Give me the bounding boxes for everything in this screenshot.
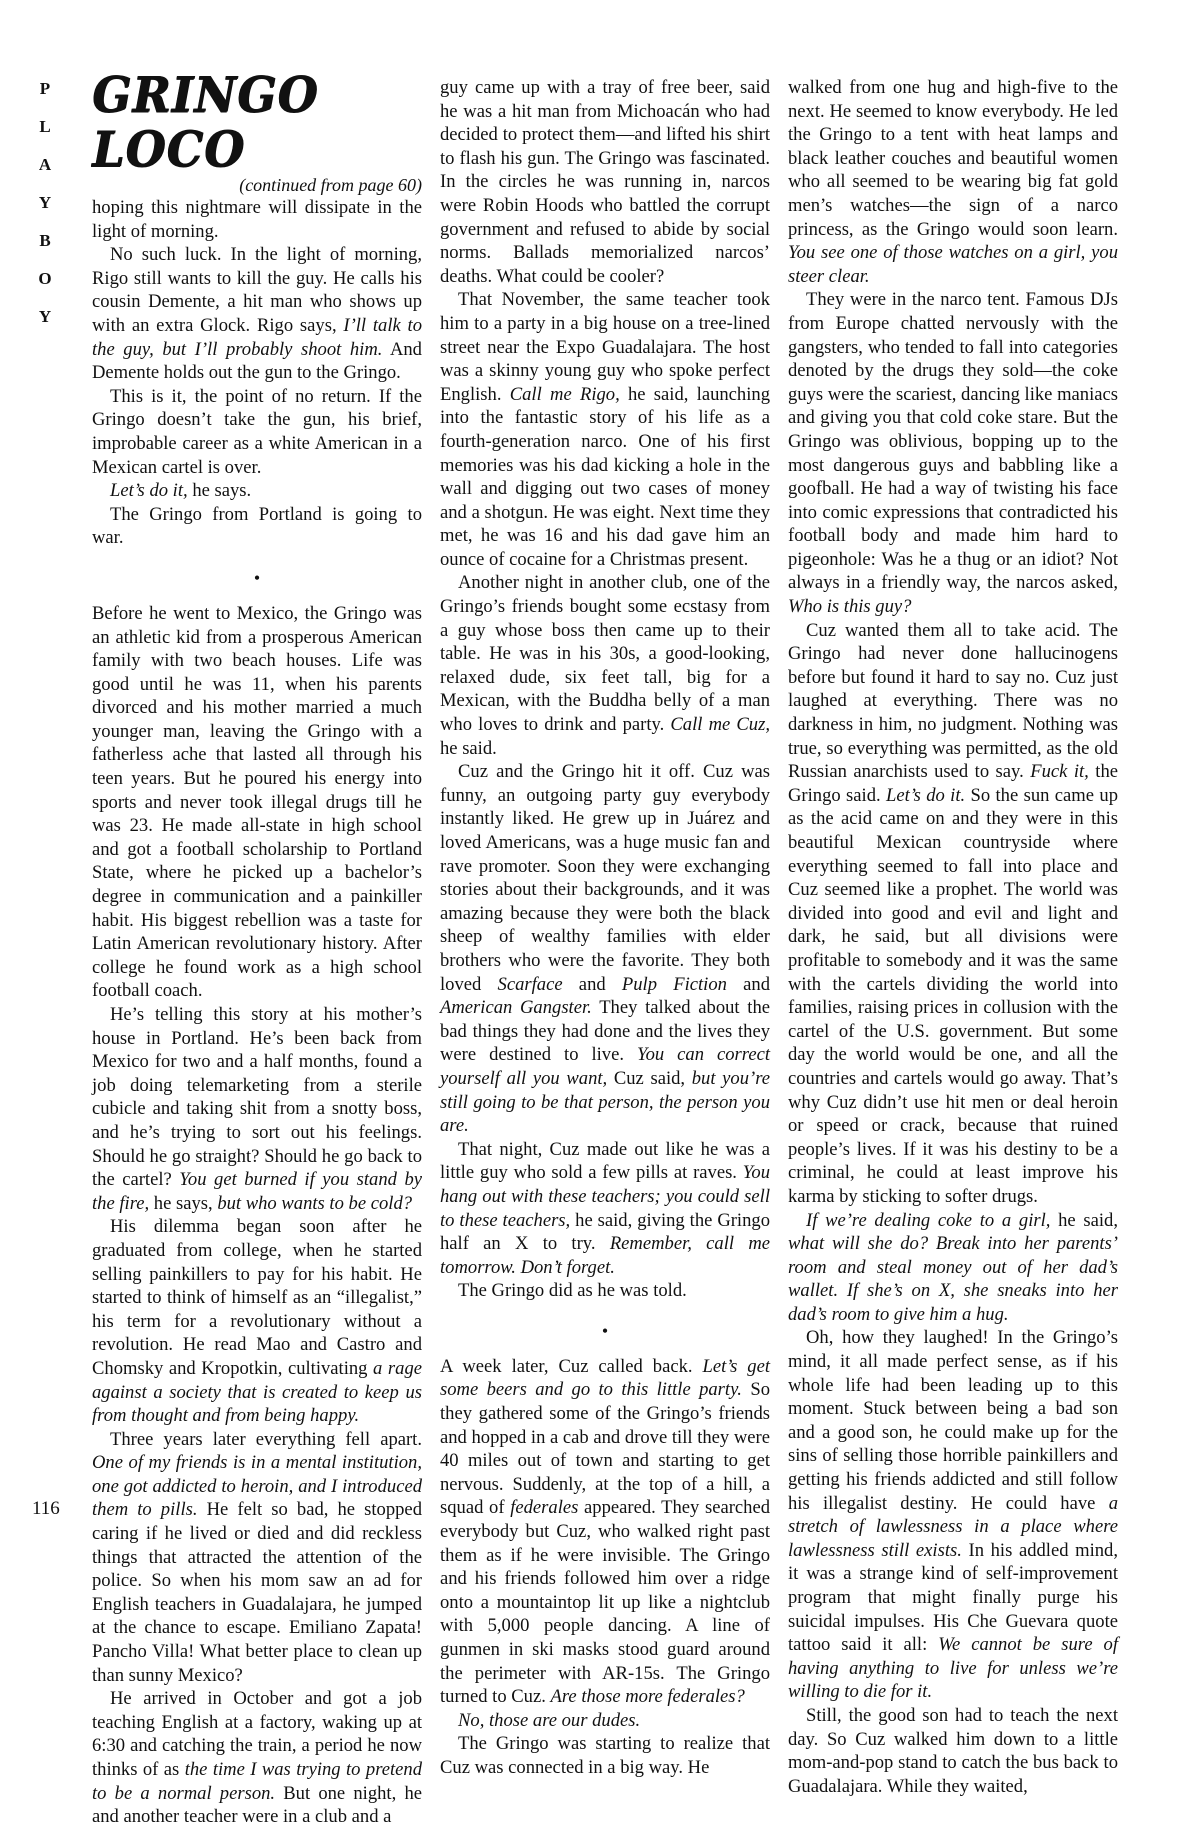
paragraph	[788, 76, 1118, 288]
paragraph	[440, 288, 770, 571]
text-run: So they gathered some of the Gringo’s friends and hopped in a cab and drove till they were 40 miles out of town and starting to get nervous. Suddenly, at the top of a hill, a squad of	[440, 1379, 770, 1519]
spine-letter: A	[38, 155, 52, 174]
text-run: No such luck. In the light of morning, Rigo still wants to kill the guy. He calls his cousin Demente, a hit man who shows up with an extra Glock. Rigo says,	[92, 244, 422, 336]
paragraph	[440, 1709, 770, 1733]
text-run: A week later, Cuz called back.	[440, 1355, 703, 1377]
magazine-spine-label	[34, 70, 56, 336]
text-run: he said, launching into the fantastic story of his life as a fourth-generation narco. One of his first memories was his dad kicking a hole in the wall and digging out two cases of money and a shotgun. He was eight. Next time they met, he was 16 and his dad gave him an ounce of cocaine for a Christmas present.	[440, 383, 770, 570]
italic-text: but you’re still going to be that person, the person you are.	[440, 1067, 770, 1137]
paragraph	[788, 1704, 1118, 1798]
italic-text: Scarface	[497, 973, 563, 995]
italic-text: Who is this guy?	[788, 596, 912, 618]
paragraph	[788, 1209, 1118, 1327]
paragraph	[788, 1326, 1118, 1704]
text-run: the Gringo said.	[788, 761, 1118, 806]
paragraph	[440, 76, 770, 288]
paragraph	[440, 1355, 770, 1709]
text-run: The Gringo was starting to realize that Cuz was connected in a big way. He	[440, 1733, 770, 1778]
text-run: In his addled mind, it was a strange kind of self-improvement program that might finally purge his suicidal impulses. His Che Guevara quote tattoo said it all:	[788, 1539, 1119, 1656]
italic-text: American Gangster.	[440, 997, 592, 1019]
italic-text: No, those are our dudes.	[458, 1709, 641, 1731]
paragraph	[92, 479, 422, 503]
text-run: Another night in another club, one of the Gringo’s friends bought some ecstasy from a guy whose boss then came up to their table. He was in his 30s, a good-looking, relaxed dude, six feet tall, big for a Mexican, with the Buddha belly of a man who loves to drink and party.	[440, 572, 770, 736]
text-run: That night, Cuz made out like he was a little guy who sold a few pills at raves.	[440, 1138, 770, 1184]
italic-text: what will she do? Break into her parents’ room and steal money out of her dad’s wallet. If she’s on X, she sneaks into her dad’s room to give him a hug.	[788, 1233, 1118, 1325]
italic-text: a rage against a society that is created to keep us from thought and from being happy.	[92, 1357, 422, 1427]
text-run: Three years later everything fell apart.	[110, 1428, 422, 1450]
italic-text: Are those more federales?	[550, 1686, 745, 1708]
italic-text: Let’s do it.	[886, 784, 966, 806]
text-run: Cuz wanted them all to take acid. The Gringo had never done hallucinogens before but found it hard to say no. Cuz just laughed at everything. There was no darkness in him, no judgment. Nothing was true, so everything was permitted, as the old Russian anarchists used to say.	[788, 619, 1118, 783]
text-run: Cuz and the Gringo hit it off. Cuz was funny, an outgoing party guy everybody instantly liked. He grew up in Juárez and loved Americans, was a huge music fan and rave promoter. Soon they were exchanging stories about their backgrounds, and it was amazing because they were both the black sheep of wealthy families with elder brothers who were the favorite. They both loved	[440, 761, 770, 995]
spine-letter: P	[39, 79, 51, 98]
paragraph	[440, 1279, 770, 1303]
paragraph	[92, 385, 422, 479]
italic-text: Pulp Fiction	[621, 973, 727, 995]
text-run: They talked about the bad things they had done and the lives they were destined to live.	[440, 997, 771, 1066]
column-1-body	[92, 196, 422, 1829]
text-run: He arrived in October and got a job teaching English at a factory, waking up at 6:30 and catching the train, a period he now thinks of as	[92, 1688, 422, 1780]
text-run: The Gringo from Portland is going to war.	[92, 503, 422, 549]
paragraph	[92, 196, 422, 243]
text-run: and	[562, 973, 622, 995]
text-run: and	[726, 973, 770, 995]
italic-text: Remember, call me tomorrow. Don’t forget.	[440, 1233, 771, 1278]
text-run: But one night, he and another teacher were in a club and a	[92, 1782, 422, 1828]
section-break-bullet: •	[601, 1320, 609, 1341]
italic-text: Call me Cuz,	[670, 714, 770, 736]
paragraph	[440, 571, 770, 760]
paragraph	[440, 1138, 770, 1280]
paragraph	[92, 1687, 422, 1829]
italic-text: I’ll talk to the guy, but I’ll probably shoot him.	[92, 314, 422, 360]
paragraph	[92, 1428, 422, 1688]
paragraph	[92, 1215, 422, 1427]
text-run: Cuz said,	[607, 1067, 692, 1089]
italic-text: the time I was trying to pretend to be a normal person.	[92, 1759, 423, 1804]
column-3-body	[788, 76, 1118, 1798]
text-run: The Gringo did as he was told.	[458, 1280, 687, 1302]
italic-text: Fuck it,	[1030, 761, 1089, 783]
italic-text: Let’s get some beers and go to this little party.	[440, 1355, 770, 1401]
paragraph	[440, 760, 770, 1138]
column-3	[788, 76, 1118, 1798]
paragraph	[788, 619, 1118, 1209]
paragraph	[92, 602, 422, 1003]
text-run: he said,	[1050, 1209, 1118, 1231]
italic-text: You get burned if you stand by the fire,	[92, 1169, 422, 1214]
text-run: Before he went to Mexico, the Gringo was an athletic kid from a prosperous American family with two beach houses. Life was good until he was 11, when his parents divorced and his mother married a much younger man, leaving the Gringo with a fatherless ache that lasted all through his teen years. But he poured his energy into sports and never took illegal drugs till he was 23. He made all-state in high school and got a football scholarship to Portland State, where he picked up a bachelor’s degree in communication and a painkiller habit. His biggest rebellion was a taste for Latin American revolutionary history. After college he found work as a high school football coach.	[92, 602, 422, 1002]
spine-letter: O	[38, 269, 52, 288]
text-run: hoping this nightmare will dissipate in the light of morning.	[92, 197, 422, 242]
column-2	[440, 76, 770, 1780]
italic-text: If we’re dealing coke to a girl,	[806, 1209, 1051, 1231]
paragraph	[788, 288, 1118, 618]
text-run: he says,	[149, 1192, 218, 1214]
article-title: GRINGO LOCO	[92, 66, 319, 178]
italic-text: Let’s do it,	[110, 480, 188, 502]
text-run: he says.	[187, 480, 252, 502]
text-run: And Demente holds out the gun to the Gringo.	[92, 338, 422, 384]
text-run: That November, the same teacher took him to a party in a big house on a tree-lined street near the Expo Guadalajara. The host was a skinny young guy who spoke perfect English.	[440, 289, 770, 405]
continued-note: (continued from page 60)	[239, 175, 422, 195]
spine-letter: Y	[38, 307, 52, 326]
spine-letter: L	[39, 117, 51, 136]
text-run: appeared. They searched everybody but Cuz, who walked right past them as if he were invisible. The Gringo and his friends followed him over a ridge onto a mountaintop lit up like a nightclub with 5,000 people dancing. A line of gunmen in ski masks stood guard around the perimeter with AR-15s. The Gringo turned to Cuz.	[440, 1497, 770, 1708]
text-run: So the sun came up as the acid came on and they were in this beautiful Mexican countryside where everything seemed to fall into place and Cuz seemed like a prophet. The world was divided into good and evil and light and dark, he said, but all divisions were profitable to somebody and it was the same with the cartels dividing the world into families, raising prices in collusion with the cartel of the U.S. government. But some day the world would be one, and all the countries and cartels would go away. That’s why Cuz didn’t use hit men or deal heroin or speed or crack, because that ruined people’s lives. If it was his destiny to be a criminal, he could at least improve his karma by sticking to softer drugs.	[788, 784, 1118, 1207]
paragraph	[92, 503, 422, 550]
paragraph	[92, 243, 422, 385]
text-run: Oh, how they laughed! In the Gringo’s mind, it all made perfect sense, as if his whole life had been leading up to this moment. Stuck between being a bad son and a good son, he could make up for the sins of selling those horrible painkillers and getting his friends addicted and still follow his illegalist destiny. He could have	[788, 1327, 1118, 1514]
italic-text: Call me Rigo,	[509, 383, 620, 405]
text-run: He’s telling this story at his mother’s house in Portland. He’s been back from Mexico for two and a half months, found a job doing telemarketing from a sterile cubicle and taking shit from a snotty boss, and he’s trying to sort out his feelings. Should he go straight? Should he go back to the cartel?	[92, 1004, 422, 1191]
text-run: walked from one hug and high-five to the next. He seemed to know everybody. He led the Gringo to a tent with heat lamps and black leather couches and beautiful women who all seemed to be wearing big fat gold men’s watches—the sign of a narco princess, as the Gringo would soon learn.	[788, 77, 1118, 240]
italic-text: You can correct yourself all you want,	[440, 1044, 770, 1089]
paragraph	[440, 1732, 770, 1779]
page-number: 116	[32, 1498, 60, 1519]
text-run: This is it, the point of no return. If the Gringo doesn’t take the gun, his brief, improbable career as a white American in a Mexican cartel is over.	[92, 385, 422, 478]
italic-text: One of my friends is in a mental institution, one got addicted to heroin, and I introduced them to pills.	[92, 1452, 422, 1521]
italic-text: You hang out with these teachers; you could sell to these teachers,	[440, 1162, 770, 1231]
text-run: Still, the good son had to teach the next day. So Cuz walked him down to a little mom-and-pop stand to catch the bus back to Guadalajara. While they waited,	[788, 1704, 1118, 1797]
text-run: He felt so bad, he stopped caring if he lived or died and did reckless things that attracted the attention of the police. So when his mom saw an ad for English teachers in Guadalajara, he jumped at the chance to escape. Emiliano Zapata! Pancho Villa! What better place to clean up than sunny Mexico?	[92, 1499, 422, 1686]
column-1	[92, 66, 423, 1829]
text-run: They were in the narco tent. Famous DJs from Europe chatted nervously with the gangsters, who tended to fall into categories denoted by the drugs they sold—the coke guys were the scariest, dancing like maniacs and giving you that cold coke stare. But the Gringo was oblivious, bopping up to the most dangerous guys and babbling like a goofball. He had a way of twisting his face into comic expressions that contradicted his football body and made him hard to pigeonhole: Was he a thug or an idiot? Not always in a friendly way, the narcos asked,	[788, 289, 1118, 594]
text-run: he said.	[440, 737, 497, 759]
column-2-body	[440, 76, 770, 1780]
text-run: guy came up with a tray of free beer, said he was a hit man from Michoacán who had decided to protect them—and lifted his shirt to flash his gun. The Gringo was fascinated. In the circles he was running in, narcos were Robin Hoods who battled the corrupt government and refused to abide by social norms. Ballads memorialized narcos’ deaths. What could be cooler?	[440, 77, 770, 287]
text-run: he said, giving the Gringo half an X to try.	[440, 1209, 770, 1255]
spine-letter: B	[39, 231, 51, 250]
spine-letter: Y	[38, 193, 52, 212]
italic-text: but who wants to be cold?	[217, 1192, 413, 1214]
section-break-bullet: •	[253, 567, 261, 588]
italic-text: We cannot be sure of having anything to live for unless we’re willing to die for it.	[788, 1634, 1118, 1703]
italic-text: You see one of those watches on a girl, you steer clear.	[788, 242, 1118, 287]
paragraph	[92, 1003, 422, 1215]
italic-text: a stretch of lawlessness in a place where lawlessness still exists.	[788, 1492, 1118, 1561]
italic-text: federales	[510, 1497, 579, 1519]
text-run: His dilemma began soon after he graduated from college, when he started selling painkillers to pay for his habit. He started to think of himself as an “illegalist,” his term for a revolutionary without a revolution. He read Mao and Castro and Chomsky and Kropotkin, cultivating	[92, 1216, 422, 1379]
